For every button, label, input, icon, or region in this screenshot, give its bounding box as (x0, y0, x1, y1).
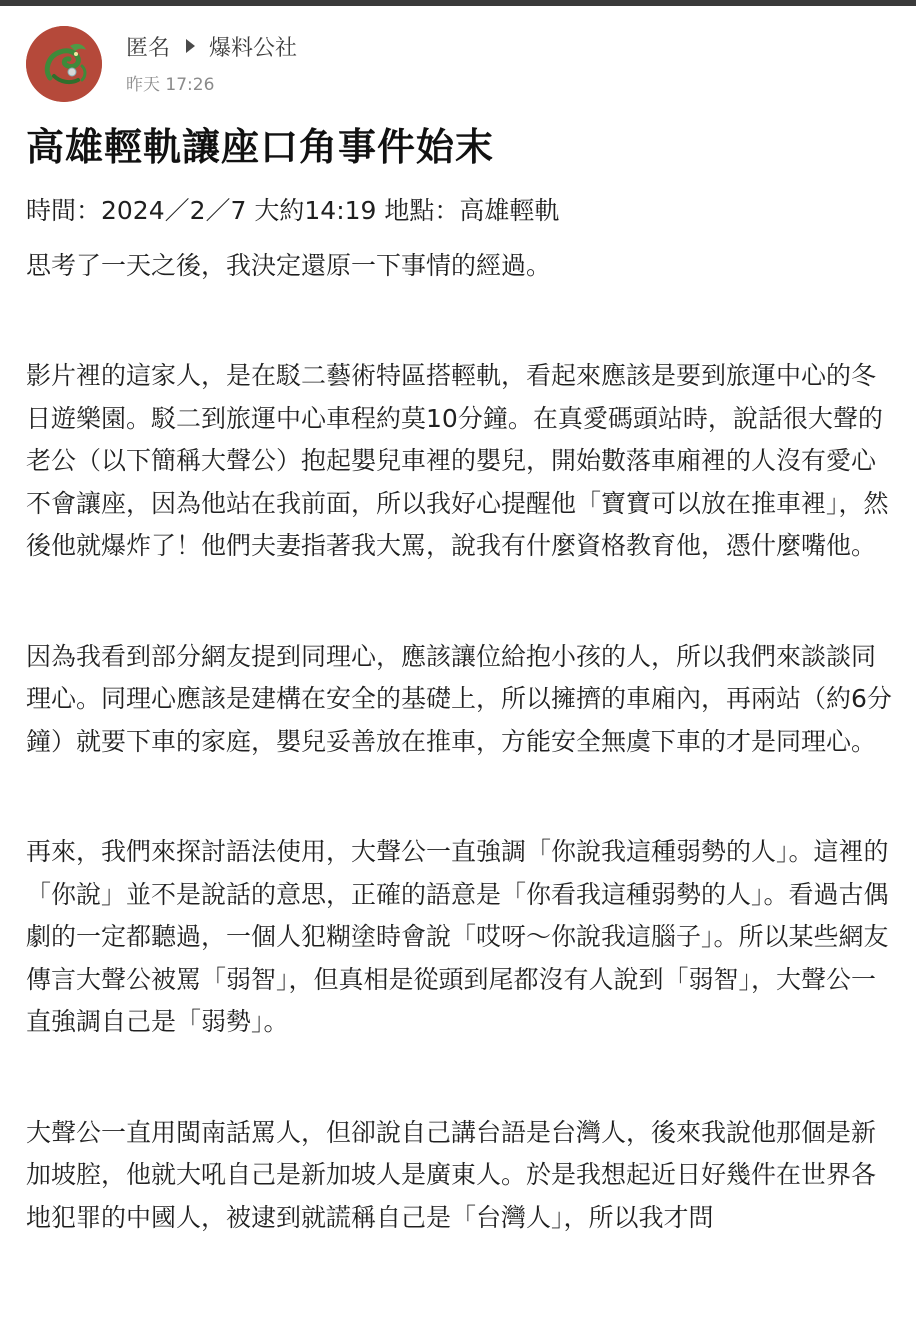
board-name[interactable]: 爆料公社 (209, 35, 298, 61)
dragon-avatar-icon (26, 26, 102, 102)
paragraph-body: 影片裡的這家人，是在駁二藝術特區搭輕軌，看起來應該是要到旅運中心的冬日遊樂園。駁二到旅運中心車程約莫10分鐘。在真愛碼頭站時，說話很大聲的老公（以下簡稱大聲公）抱起嬰兒車裡的嬰兒，開始數落車廂裡的人沒有愛心不會讓座，因為他站在我前面，所以我好心提醒他「寶寶可以放在推車裡」，然後他就爆炸了！他們夫妻指著我大罵，說我有什麼資格教育他，憑什麼嘴他。 (26, 361, 889, 560)
paragraph-meta: 時間：2024／2／7 大約14:19 地點：高雄輕軌 (26, 196, 560, 225)
post-timestamp: 昨天 17:26 (126, 75, 215, 95)
post-title: 高雄輕軌讓座口角事件始末 (26, 125, 495, 169)
author-name[interactable]: 匿名 (126, 35, 171, 61)
play-triangle-icon (186, 39, 195, 53)
top-strip (0, 0, 916, 6)
post-header (26, 24, 886, 104)
paragraph-body: 再來，我們來探討語法使用，大聲公一直強調「你說我這種弱勢的人」。這裡的「你說」並不是說話的意思，正確的語意是「你看我這種弱勢的人」。看過古偶劇的一定都聽過，一個人犯糊塗時會說「哎呀～你說我這腦子」。所以某些網友傳言大聲公被罵「弱智」，但真相是從頭到尾都沒有人說到「弱智」，大聲公一直強調自己是「弱勢」。 (26, 837, 889, 1036)
paragraph-body: 大聲公一直用閩南話罵人，但卻說自己講台語是台灣人，後來我說他那個是新加坡腔，他就大吼自己是新加坡人是廣東人。於是我想起近日好幾件在世界各地犯罪的中國人，被逮到就謊稱自己是「台灣人」，所以我才問 (26, 1117, 877, 1232)
author-avatar[interactable] (26, 26, 102, 102)
post-content (26, 190, 892, 1239)
paragraph-intro: 思考了一天之後，我決定還原一下事情的經過。 (26, 250, 552, 280)
paragraph-body: 因為我看到部分網友提到同理心，應該讓位給抱小孩的人，所以我們來談談同理心。同理心應該是建構在安全的基礎上，所以擁擠的車廂內，再兩站（約6分鐘）就要下車的家庭，嬰兒妥善放在推車，方能安全無虞下車的才是同理心。 (26, 641, 892, 756)
author-board-line (126, 30, 297, 62)
